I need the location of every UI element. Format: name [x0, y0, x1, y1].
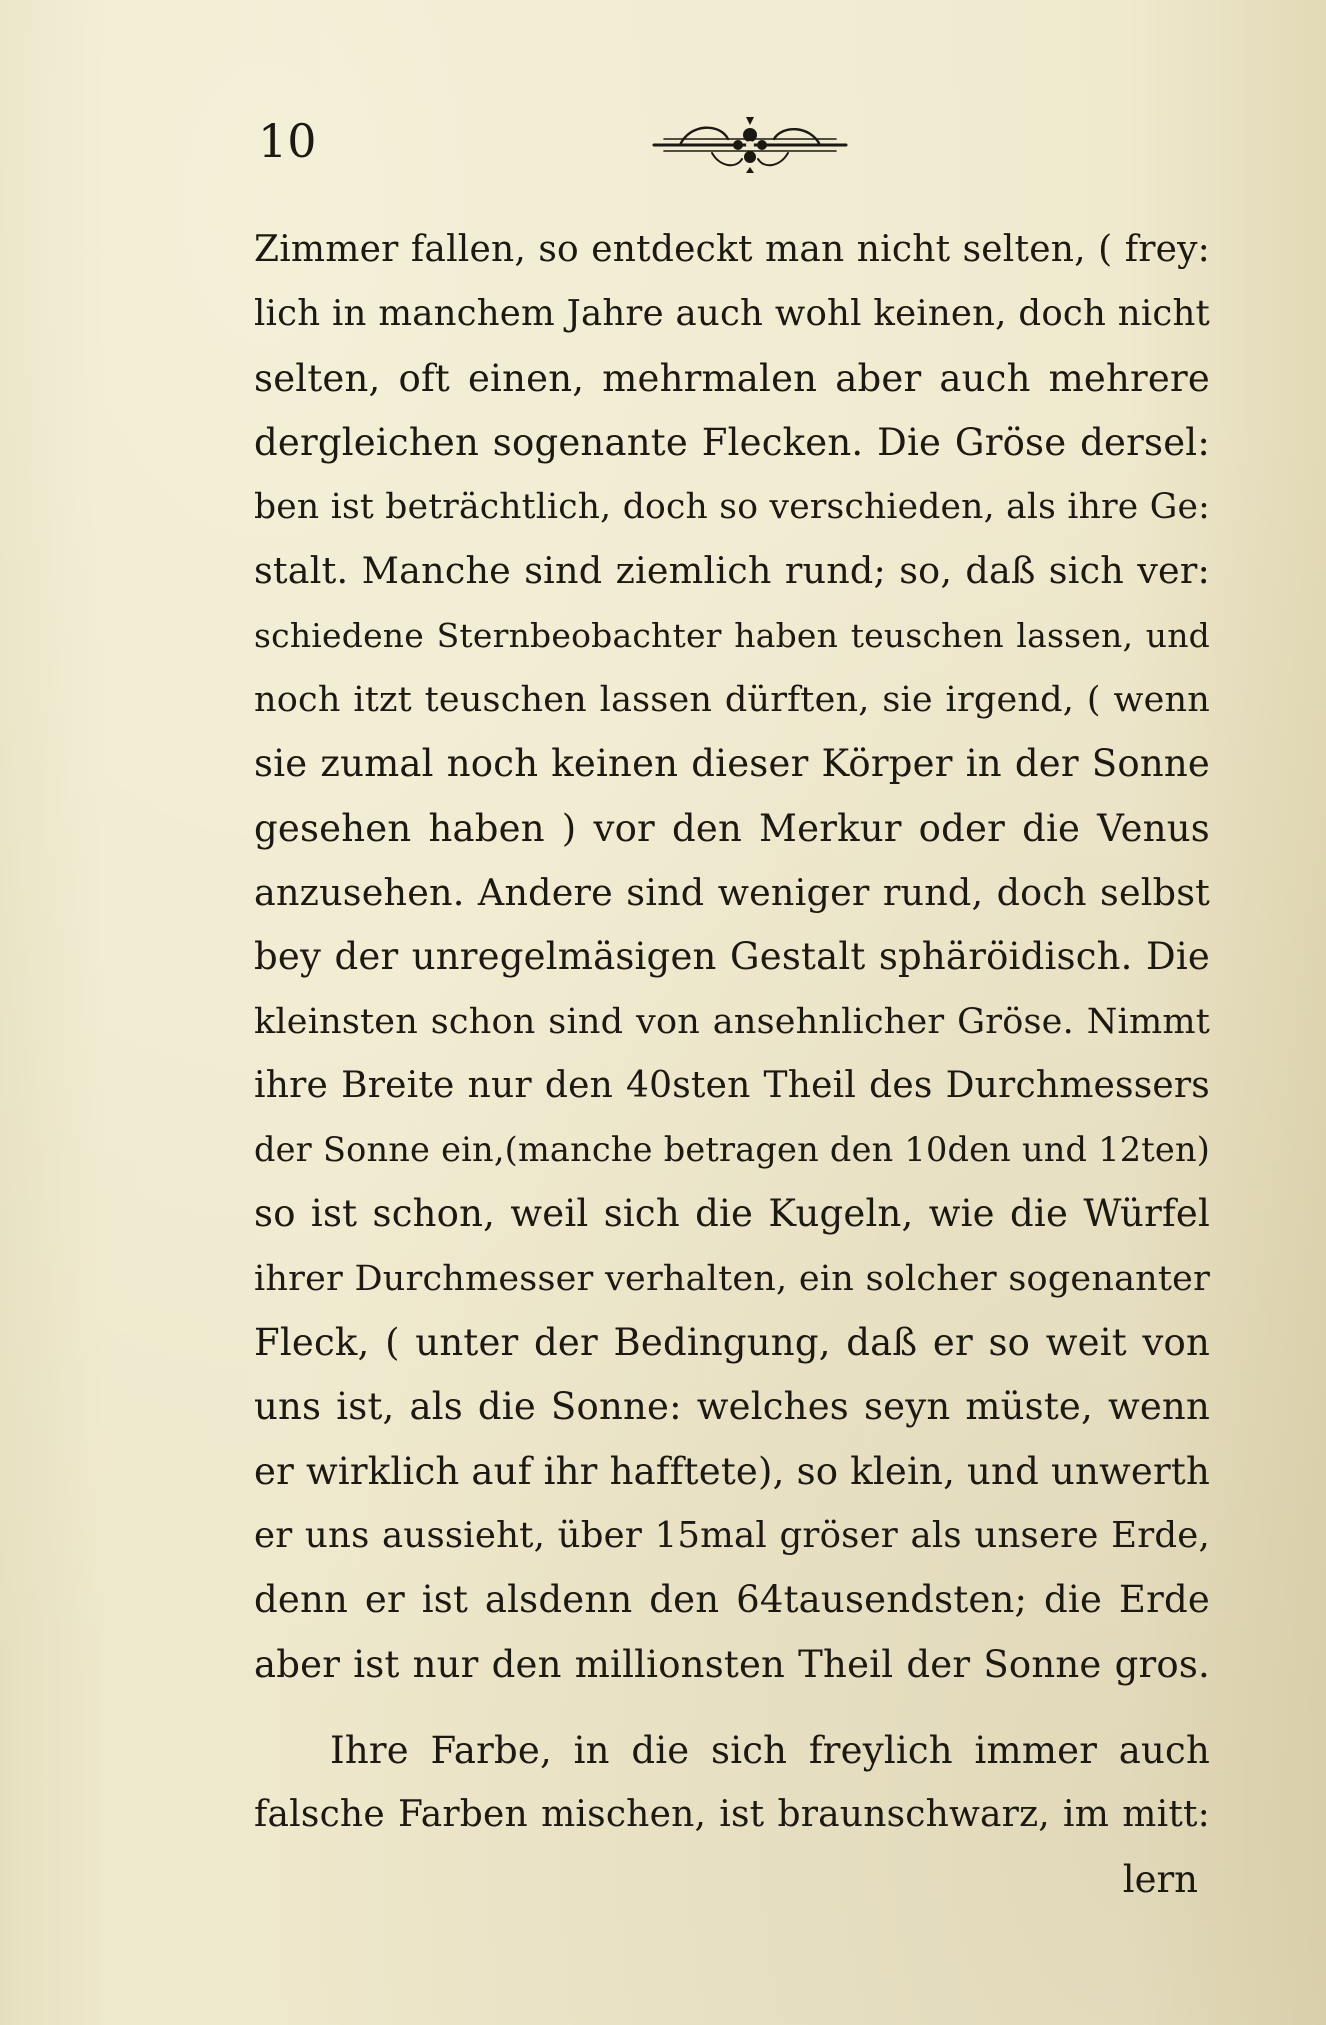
text-line: Ihre Farbe, in die sich freylich immer auch: [330, 1728, 1210, 1772]
text-line: er wirklich auf ihr hafftete), so klein, und unwerth: [254, 1449, 1210, 1493]
text-line: denn er ist alsdenn den 64tausendsten; die Erde: [254, 1578, 1210, 1622]
page-number: 10: [258, 114, 317, 168]
text-line: schiedene Sternbeobachter haben teuschen lassen, und: [254, 615, 1210, 655]
floral-ornament-icon: [650, 115, 850, 175]
text-line: Fleck, ( unter der Bedingung, daß er so weit von: [254, 1321, 1210, 1365]
body-text: [254, 218, 1210, 1847]
text-line: lich in manchem Jahre auch wohl keinen, doch nicht: [254, 293, 1210, 335]
text-line: noch itzt teuschen lassen dürften, sie irgend, ( wenn: [254, 680, 1210, 721]
text-line: so ist schon, weil sich die Kugeln, wie die Würfel: [254, 1192, 1210, 1236]
catchword: lern: [1122, 1858, 1198, 1901]
text-line: stalt. Manche sind ziemlich rund; so, daß sich ver:: [254, 549, 1210, 593]
text-line: der Sonne ein,(manche betragen den 10den und 12ten): [254, 1130, 1210, 1170]
text-line: falsche Farben mischen, ist braunschwarz, im mitt:: [254, 1794, 1210, 1836]
text-line: selten, oft einen, mehrmalen aber auch mehrere: [254, 356, 1210, 400]
text-line: uns ist, als die Sonne: welches seyn müste, wenn: [254, 1385, 1210, 1429]
text-line: dergleichen sogenante Flecken. Die Gröse dersel:: [254, 420, 1210, 464]
text-line: aber ist nur den millionsten Theil der Sonne gros.: [254, 1642, 1210, 1686]
text-line: ihrer Durchmesser verhalten, ein solcher sogenanter: [254, 1258, 1210, 1299]
text-line: ihre Breite nur den 40sten Theil des Durchmessers: [254, 1064, 1210, 1106]
text-line: bey der unregelmäsigen Gestalt sphäröidisch. Die: [254, 935, 1210, 979]
text-line: kleinsten schon sind von ansehnlicher Gröse. Nimmt: [254, 1001, 1210, 1042]
text-line: sie zumal noch keinen dieser Körper in der Sonne: [254, 742, 1210, 786]
text-line: gesehen haben ) vor den Merkur oder die Venus: [254, 806, 1210, 850]
text-line: er uns aussieht, über 15mal gröser als unsere Erde,: [254, 1514, 1210, 1556]
paragraph-gap: [254, 1697, 1210, 1719]
text-line: Zimmer fallen, so entdeckt man nicht selten, ( frey:: [254, 229, 1210, 270]
text-line: ben ist beträchtlich, doch so verschieden, als ihre Ge:: [254, 487, 1210, 528]
text-line: anzusehen. Andere sind weniger rund, doch selbst: [254, 870, 1210, 914]
